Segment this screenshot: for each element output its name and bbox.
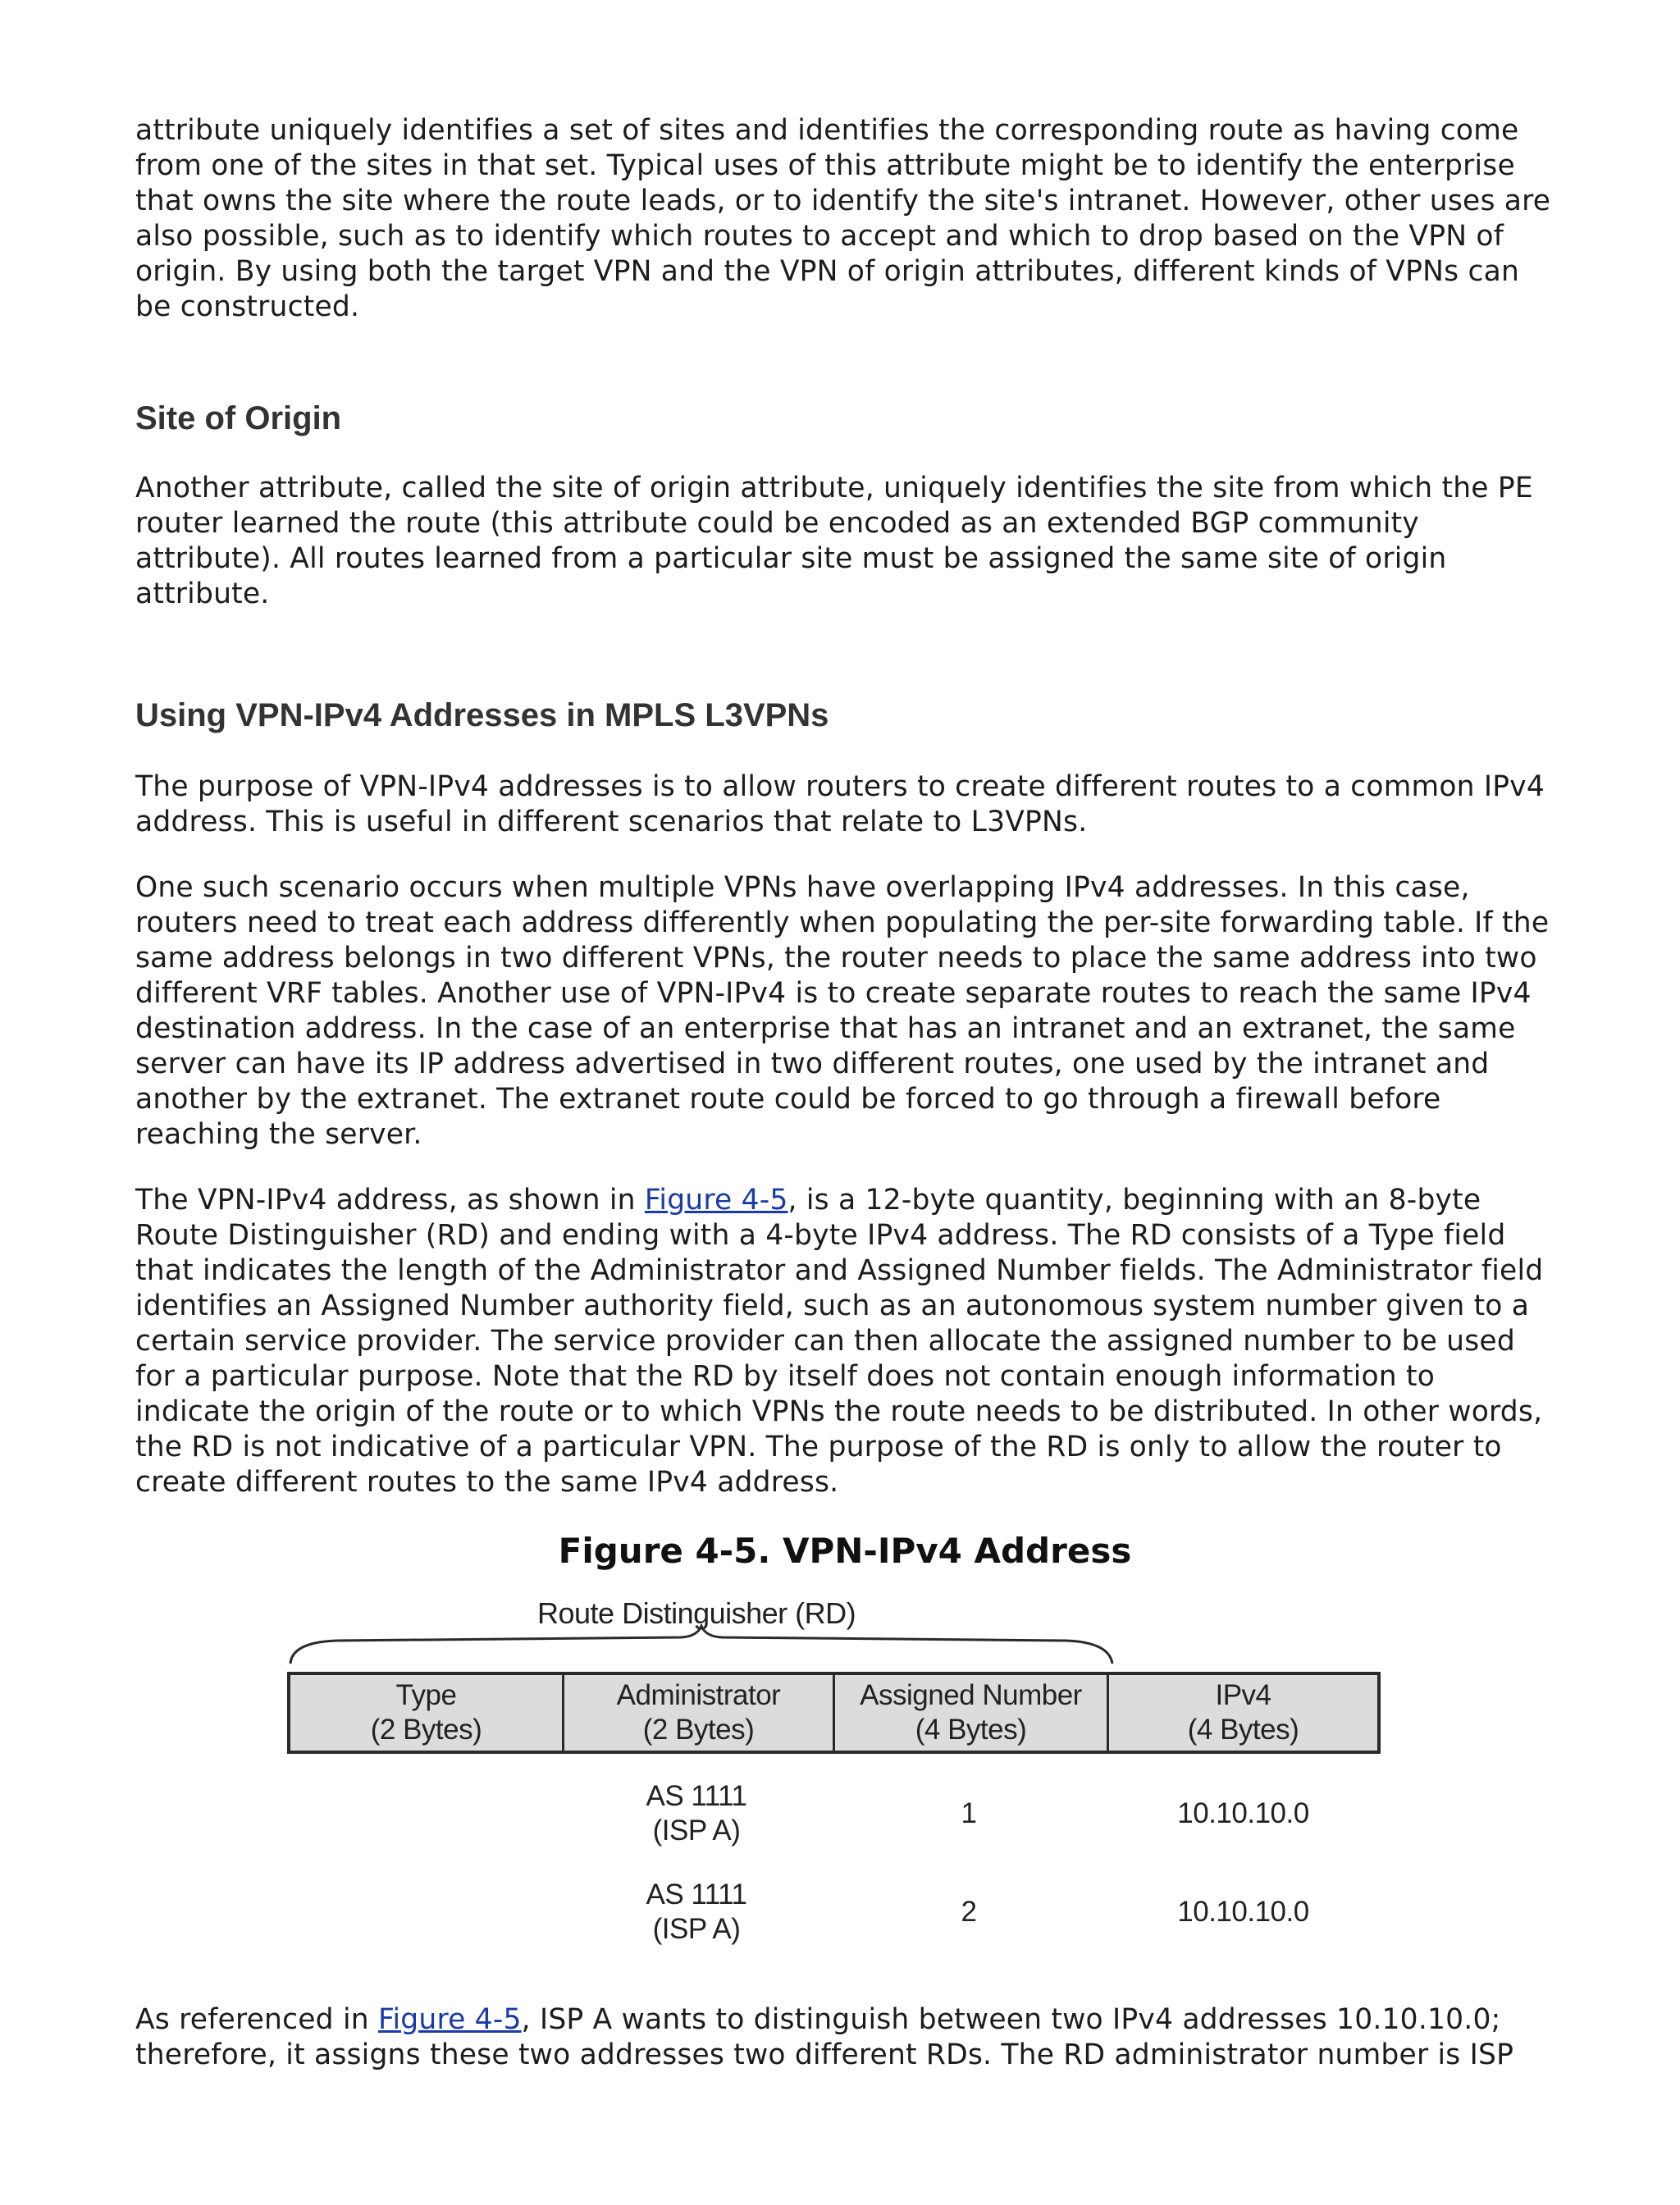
figure-4-5-link[interactable]: Figure 4-5 (644, 1184, 788, 1217)
cell-ipv4: 10.10.10.0 (1177, 1896, 1309, 1928)
text-segment: , ISP A wants to distinguish between two IPv4 addresses 10.10.10.0; therefore, it assigns these two addresses two different RDs. The RD administrator number is ISP (135, 2003, 1514, 2071)
header-size: (2 Bytes) (642, 1714, 755, 1746)
cell-empty (287, 1777, 561, 1851)
header-name: Assigned Number (860, 1679, 1082, 1711)
header-name: Administrator (616, 1679, 781, 1711)
table-row (287, 1875, 1381, 1949)
cell-assigned-number: 1 (961, 1797, 977, 1829)
header-ipv4 (1109, 1675, 1377, 1751)
header-size: (4 Bytes) (915, 1714, 1027, 1746)
cell-administrator (561, 1777, 832, 1851)
cell-ipv4: 10.10.10.0 (1177, 1797, 1309, 1829)
header-table (287, 1672, 1381, 1754)
cell-empty (287, 1875, 561, 1949)
header-assigned-number (835, 1675, 1109, 1751)
paragraph-scenario: One such scenario occurs when multiple VPNs have overlapping IPv4 addresses. In this case, routers need to treat each address differently when populating the per-site forwarding table. If the same address belongs in two different VPNs, the router needs to place the same address into two different VRF tables. Another use of VPN-IPv4 is to create separate routes to reach the same IPv4 destination address. In the case of an enterprise that has an intranet and an extranet, the same server can have its IP address advertised in two different routes, one used by the intranet and another by the extranet. The extranet route could be forced to go through a firewall before reaching the server. (135, 871, 1550, 1151)
text-segment: As referenced in (135, 2003, 378, 2036)
paragraph-address-format (135, 1183, 1554, 1500)
paragraph-isp-example (135, 2002, 1554, 2073)
figure-4-5-link[interactable]: Figure 4-5 (377, 2003, 522, 2036)
figure-title: Figure 4-5. VPN-IPv4 Address (558, 1531, 1132, 1571)
admin-value: AS 1111 (646, 1879, 747, 1911)
heading-using-vpn-ipv4: Using VPN-IPv4 Addresses in MPLS L3VPNs (135, 697, 829, 733)
header-name: IPv4 (1215, 1679, 1271, 1711)
table-row (287, 1777, 1381, 1851)
vpn-ipv4-figure (287, 1596, 1419, 1994)
cell-assigned-number: 2 (961, 1896, 977, 1928)
heading-site-of-origin: Site of Origin (135, 400, 342, 436)
admin-value: AS 1111 (646, 1780, 747, 1812)
text-segment: , is a 12-byte quantity, beginning with an 8-byte Route Distinguisher (RD) and ending with a 4-byte IPv4 address. The RD consists of a Type field that indicates the length of the Administrator and Assigned Number fields. The Administrator field identifies an Assigned Number authority field, such as an autonomous system number given to a certain service provider. The service provider can then allocate the assigned number to be used for a particular purpose. Note that the RD by itself does not contain enough information to indicate the origin of the route or to which VPNs the route needs to be distributed. In other words, the RD is not indicative of a particular VPN. The purpose of the RD is only to allow the router to create different routes to the same IPv4 address. (135, 1184, 1544, 1499)
rd-label: Route Distinguisher (RD) (537, 1596, 856, 1630)
admin-sub: (ISP A) (652, 1913, 741, 1945)
text-segment: The VPN-IPv4 address, as shown in (135, 1184, 645, 1217)
admin-sub: (ISP A) (652, 1815, 741, 1847)
cell-administrator (561, 1875, 832, 1949)
header-name: Type (395, 1679, 457, 1711)
header-size: (4 Bytes) (1187, 1714, 1299, 1746)
header-administrator (564, 1675, 835, 1751)
header-type (290, 1675, 564, 1751)
paragraph-site-of-origin: Another attribute, called the site of origin attribute, uniquely identifies the site from which the PE router learned the route (this attribute could be encoded as an extended BGP community attribute). All routes learned from a particular site must be assigned the same site of origin attribute. (135, 472, 1533, 610)
paragraph-vpn-origin: attribute uniquely identifies a set of sites and identifies the corresponding route as having come from one of the sites in that set. Typical uses of this attribute might be to identify the enterprise that owns the site where the route leads, or to identify the site's intranet. However, other uses are also possible, such as to identify which routes to accept and which to drop based on the VPN of origin. By using both the target VPN and the VPN of origin attributes, different kinds of VPNs can be constructed. (135, 114, 1551, 323)
header-size: (2 Bytes) (370, 1714, 482, 1746)
document-page (135, 113, 1554, 2103)
paragraph-purpose: The purpose of VPN-IPv4 addresses is to allow routers to create different routes to a common IPv4 address. This is useful in different scenarios that relate to L3VPNs. (135, 770, 1545, 838)
rd-brace (287, 1624, 1116, 1665)
